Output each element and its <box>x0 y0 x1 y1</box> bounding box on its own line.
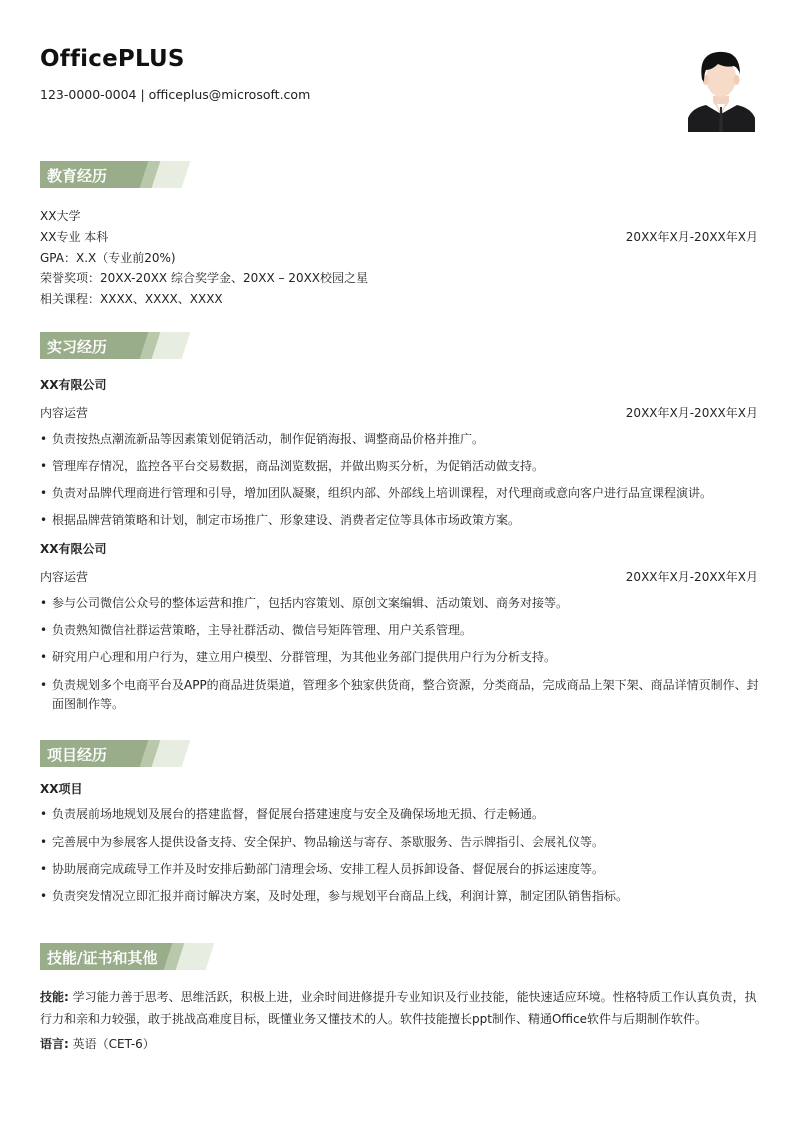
list-item: • 负责展前场地规划及展台的搭建监督，督促展台搭建速度与安全及确保场地无损、行走畅通。 <box>40 807 545 821</box>
list-item: • 负责突发情况立即汇报并商讨解决方案，及时处理，参与规划平台商品上线，利润计算，制定团队销售指标。 <box>40 889 629 903</box>
avatar-icon <box>688 44 755 132</box>
section-title-education: 教育经历 <box>47 167 108 185</box>
list-item: • 管理库存情况，监控各平台交易数据，商品浏览数据，并做出购买分析，为促销活动做支持。 <box>40 459 545 473</box>
section-header-education <box>40 161 220 188</box>
job-role: 内容运营 <box>40 570 89 584</box>
section-header-internship <box>40 332 220 359</box>
section-header-skills <box>40 943 240 970</box>
list-item: • 研究用户心理和用户行为，建立用户模型、分群管理，为其他业务部门提供用户行为分析支持。 <box>40 650 557 664</box>
project-name: XX项目 <box>40 782 83 796</box>
job-date: 20XX年X月-20XX年X月 <box>625 406 758 420</box>
job-role: 内容运营 <box>40 406 89 420</box>
job-date: 20XX年X月-20XX年X月 <box>625 570 758 584</box>
language-label: 语言: <box>40 1037 69 1051</box>
education-date: 20XX年X月-20XX年X月 <box>625 230 758 244</box>
language-line <box>40 1033 762 1055</box>
education-major: XX专业 本科 <box>40 230 109 244</box>
education-honors: 荣誉奖项：20XX-20XX 综合奖学金、20XX – 20XX校园之星 <box>40 271 369 285</box>
skills-text: 学习能力善于思考、思维活跃，积极上进，业余时间进修提升专业知识及行业技能，能快速适应环境。性格特质工作认真负责，执行力和亲和力较强，敢于挑战高难度目标，既懂业务又懂技术的人。软件技能擅长ppt制作、精通Office软件与后期制作软件。 <box>40 990 757 1026</box>
skills-paragraph <box>40 986 762 1030</box>
section-title-skills: 技能/证书和其他 <box>47 949 158 967</box>
list-item: • 负责对品牌代理商进行管理和引导，增加团队凝聚，组织内部、外部线上培训课程，对代理商或意向客户进行品宣课程演讲。 <box>40 486 713 500</box>
list-item: • 根据品牌营销策略和计划，制定市场推广、形象建设、消费者定位等具体市场政策方案。 <box>40 513 521 527</box>
list-item: • 负责按热点潮流新品等因素策划促销活动，制作促销海报、调整商品价格并推广。 <box>40 432 485 446</box>
section-header-project <box>40 740 220 767</box>
job-company: XX有限公司 <box>40 542 107 556</box>
education-gpa: GPA：X.X（专业前20%) <box>40 251 176 265</box>
education-courses: 相关课程：XXXX、XXXX、XXXX <box>40 292 223 306</box>
list-item: • 协助展商完成疏导工作并及时安排后勤部门清理会场、安排工程人员拆卸设备、督促展台的拆运速度等。 <box>40 862 605 876</box>
language-text: 英语（CET-6） <box>72 1037 155 1051</box>
list-item: • 负责规划多个电商平台及APP的商品进货渠道，管理多个独家供货商，整合资源，分类商品，完成商品上架下架、商品详情页制作、封面图制作等。 <box>40 678 759 711</box>
skills-label: 技能: <box>40 990 69 1004</box>
list-item: • 负责熟知微信社群运营策略，主导社群活动、微信号矩阵管理、用户关系管理。 <box>40 623 473 637</box>
list-item: • 完善展中为参展客人提供设备支持、安全保护、物品输送与寄存、茶歇服务、告示牌指引、会展礼仪等。 <box>40 835 605 849</box>
contact-info: 123-0000-0004 | officeplus@microsoft.com <box>40 87 311 102</box>
section-title-internship: 实习经历 <box>47 338 108 356</box>
education-school: XX大学 <box>40 209 81 223</box>
list-item: • 参与公司微信公众号的整体运营和推广，包括内容策划、原创文案编辑、活动策划、商务对接等。 <box>40 596 569 610</box>
section-title-project: 项目经历 <box>47 746 108 764</box>
job-company: XX有限公司 <box>40 378 107 392</box>
candidate-name: OfficePLUS <box>40 46 185 72</box>
